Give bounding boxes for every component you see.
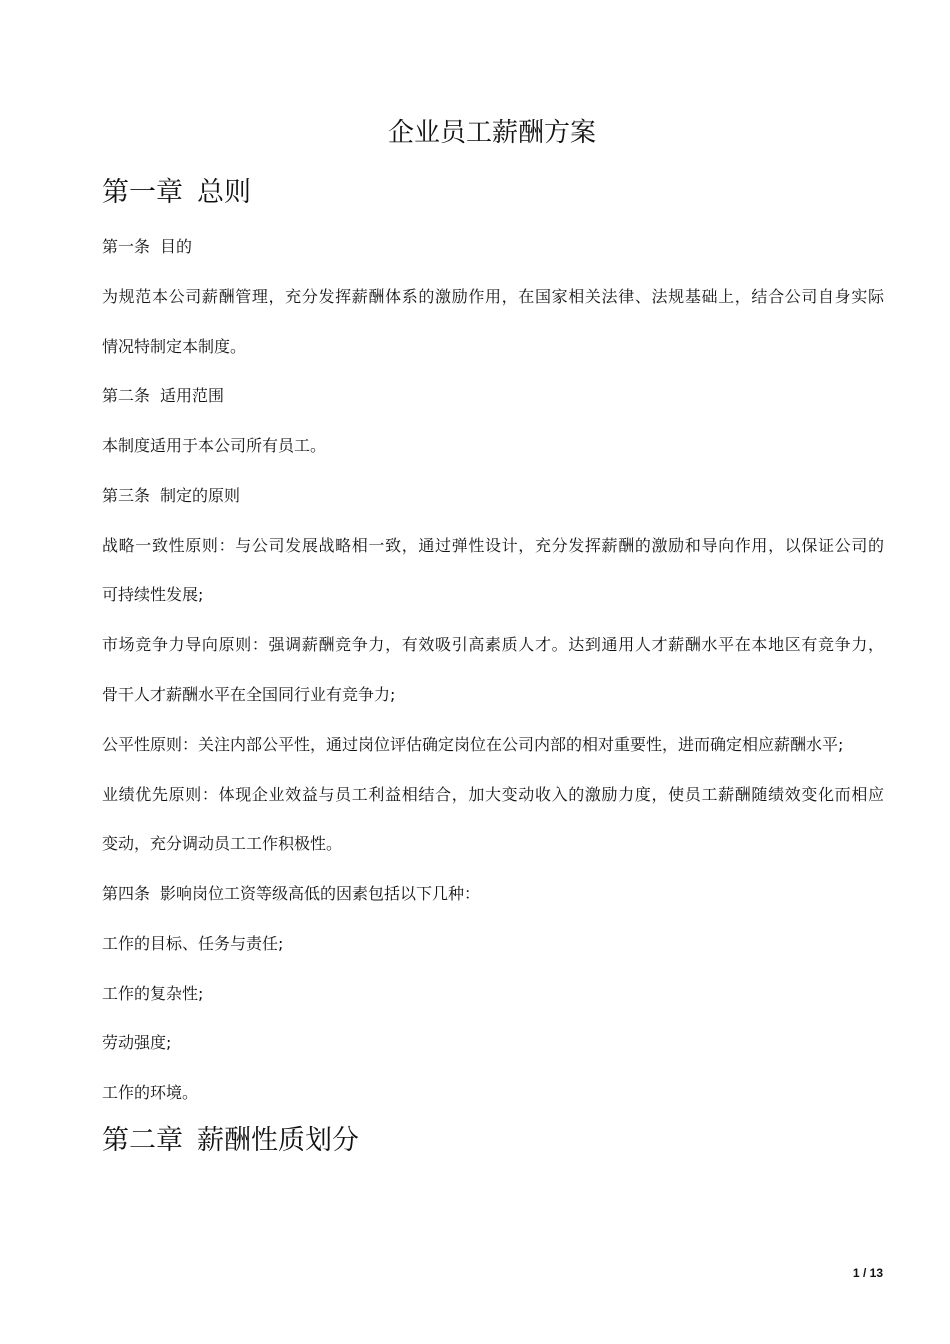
factor-item: 工作的目标、任务与责任;	[102, 934, 284, 953]
article-title: 影响岗位工资等级高低的因素包括以下几种：	[160, 884, 481, 903]
paragraph-line: 情况特制定本制度。	[102, 337, 247, 356]
page-separator: /	[862, 1266, 867, 1280]
article-title: 目的	[160, 237, 193, 256]
article-number: 第四条	[102, 884, 151, 903]
principle-line: 变动，充分调动员工工作积极性。	[102, 834, 343, 853]
article-number: 第二条	[102, 386, 151, 405]
article-title: 适用范围	[160, 386, 225, 405]
document-title: 企业员工薪酬方案	[387, 118, 596, 148]
article-heading-3	[102, 484, 892, 508]
article-heading-4	[102, 882, 892, 906]
article-heading-2	[102, 384, 892, 408]
article-number: 第一条	[102, 237, 151, 256]
chapter-title: 薪酬性质划分	[197, 1125, 359, 1156]
principle-line: 公平性原则：关注内部公平性，通过岗位评估确定岗位在公司内部的相对重要性，进而确定相应薪酬水平;	[102, 735, 844, 754]
chapter-number: 第二章	[102, 1125, 183, 1156]
page-total: 13	[869, 1266, 883, 1280]
factor-item: 工作的复杂性;	[102, 984, 204, 1003]
paragraph-line: 本制度适用于本公司所有员工。	[102, 436, 327, 455]
chapter-title: 总则	[197, 177, 251, 208]
article-heading-1	[102, 235, 892, 259]
paragraph-line: 为规范本公司薪酬管理，充分发挥薪酬体系的激励作用，在国家相关法律、法规基础上，结合公司自身实际	[102, 287, 884, 306]
chapter-number: 第一章	[102, 177, 183, 208]
principle-line: 骨干人才薪酬水平在全国同行业有竞争力;	[102, 685, 396, 704]
factor-item: 工作的环境。	[102, 1083, 199, 1102]
page-number	[853, 1266, 883, 1280]
article-number: 第三条	[102, 486, 151, 505]
chapter-heading-1	[102, 170, 251, 209]
page-current: 1	[852, 1266, 860, 1280]
chapter-heading-2	[102, 1118, 359, 1157]
principle-line: 业绩优先原则：体现企业效益与员工利益相结合，加大变动收入的激励力度，使员工薪酬随绩效变化而相应	[102, 785, 884, 804]
article-title: 制定的原则	[160, 486, 241, 505]
principle-line: 可持续性发展;	[102, 585, 204, 604]
principle-line: 市场竞争力导向原则：强调薪酬竞争力，有效吸引高素质人才。达到通用人才薪酬水平在本地区有竞争力，	[102, 635, 884, 654]
factor-item: 劳动强度;	[102, 1033, 172, 1052]
principle-line: 战略一致性原则：与公司发展战略相一致，通过弹性设计，充分发挥薪酬的激励和导向作用，以保证公司的	[102, 536, 884, 555]
